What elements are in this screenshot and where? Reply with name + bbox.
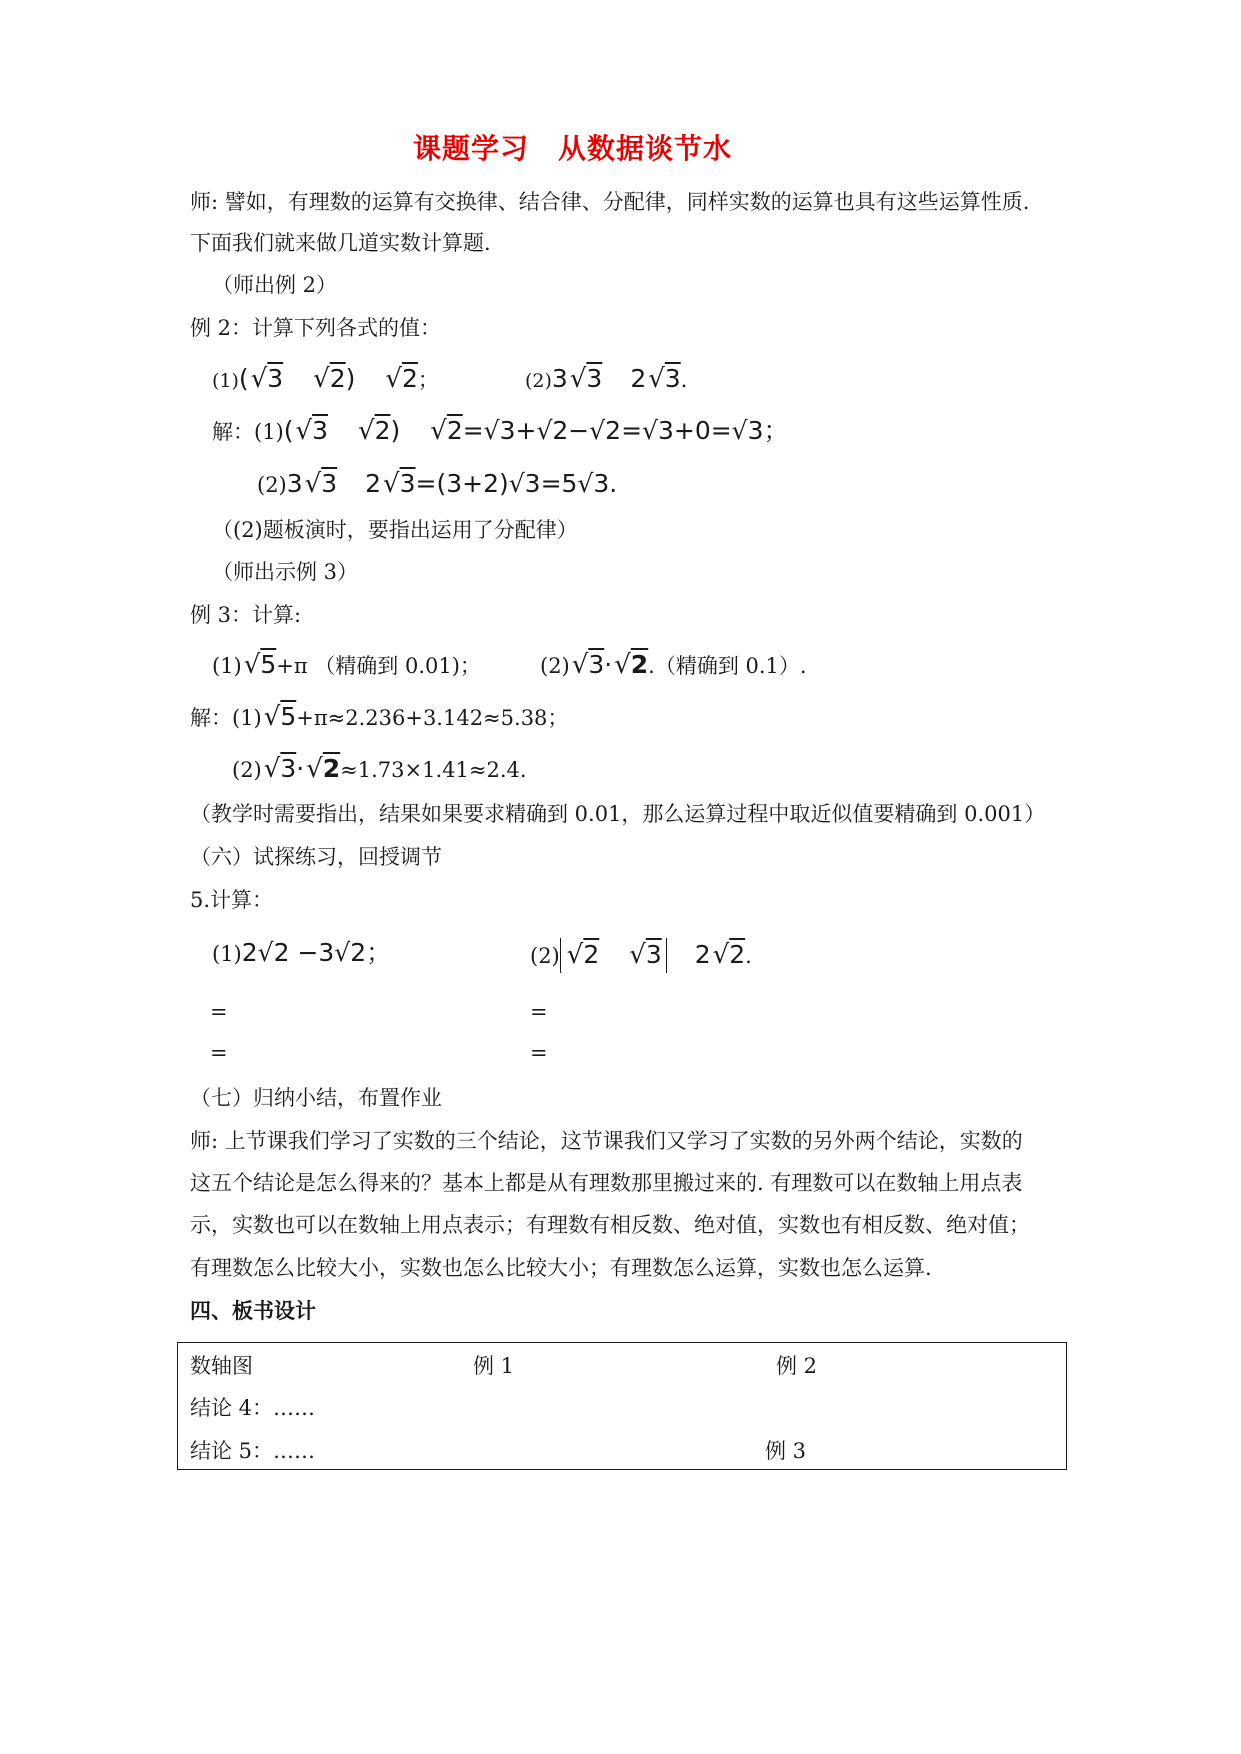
example-2-solution-1: 解：(1)(√3 √2) √2=√3+√2−√2=√3+0=√3； <box>212 416 789 446</box>
page-title: 课题学习 从数据谈节水 <box>412 132 732 165</box>
summary-paragraph-4: 有理数怎么比较大小，实数也怎么比较大小；有理数怎么运算，实数也怎么运算. <box>190 1256 932 1280</box>
solution-2-result: =(3+2)√3=5√3. <box>415 469 618 498</box>
question-2-text: .（精确到 0.1）. <box>648 654 807 678</box>
example-3-heading: 例 3：计算: <box>190 603 302 627</box>
answer-blank-1b: = <box>210 1041 228 1065</box>
solution-2-text: ≈1.73×1.41≈2.4. <box>340 758 527 782</box>
example-3-note: （师出示例 3） <box>212 560 359 584</box>
example-2-solution-2: (2)3√3 2√3=(3+2)√3=5√3. <box>257 469 618 499</box>
solution-label: 解：(1) <box>212 420 284 444</box>
summary-heading: （七）归纳小结，布置作业 <box>190 1086 442 1110</box>
summary-paragraph-1: 师: 上节课我们学习了实数的三个结论，这节课我们又学习了实数的另外两个结论，实数的 <box>190 1129 1023 1153</box>
board-cell-conclusion-4: 结论 4：…… <box>190 1396 316 1420</box>
summary-paragraph-2: 这五个结论是怎么得来的？基本上都是从有理数那里搬过来的. 有理数可以在数轴上用点表 <box>190 1171 1023 1195</box>
board-cell-example-1: 例 1 <box>473 1354 515 1378</box>
solution-1-result: =√3+√2−√2=√3+0=√3； <box>462 416 789 445</box>
intro-paragraph-1: 师: 譬如，有理数的运算有交换律、结合律、分配律，同样实数的运算也具有这些运算性质. <box>190 190 1030 214</box>
solution-1-text: +π≈2.236+3.142≈5.38； <box>296 706 569 730</box>
answer-blank-1a: = <box>210 1000 228 1024</box>
question-label: (2) <box>530 944 560 968</box>
question-1-text: +π （精确到 0.01)； <box>276 654 481 678</box>
question-1-text: 2√2 −3√2； <box>241 938 392 967</box>
example-2-question-2: (2)3√3 2√3. <box>525 364 688 394</box>
example-2-note: （师出例 2） <box>212 273 338 297</box>
practice-heading: （六）试探练习，回授调节 <box>190 845 442 869</box>
board-heading: 四、板书设计 <box>190 1298 316 1323</box>
question-label: (2) <box>540 654 570 678</box>
solution-label: 解：(1) <box>190 706 262 730</box>
solution-label: (2) <box>257 473 287 497</box>
answer-blank-2a: = <box>530 1000 548 1024</box>
practice-question-2: (2) √2 √3 2√2. <box>530 938 752 973</box>
board-cell-number-line: 数轴图 <box>190 1354 253 1378</box>
summary-paragraph-3: 示，实数也可以在数轴上用点表示；有理数有相反数、绝对值，实数也有相反数、绝对值； <box>190 1213 1030 1237</box>
intro-paragraph-2: 下面我们就来做几道实数计算题. <box>190 231 491 255</box>
practice-question-1 <box>212 938 391 969</box>
question-label: (2) <box>525 370 552 392</box>
example-3-question-2: (2)√3·√2.（精确到 0.1）. <box>540 650 807 680</box>
example-2-remark: （(2)题板演时，要指出运用了分配律） <box>212 518 578 542</box>
practice-question-heading: 5.计算： <box>190 888 274 912</box>
example-3-solution-2: (2)√3·√2≈1.73×1.41≈2.4. <box>232 754 527 784</box>
solution-label: (2) <box>232 758 262 782</box>
question-label: (1) <box>212 942 242 966</box>
example-3-question-1: (1)√5+π （精确到 0.01)； <box>212 650 481 680</box>
example-2-question-1: (1)(√3 √2) √2； <box>212 364 439 394</box>
answer-blank-2b: = <box>530 1041 548 1065</box>
question-label: (1) <box>212 654 242 678</box>
board-cell-example-3: 例 3 <box>765 1439 807 1463</box>
board-design-box <box>177 1342 1067 1470</box>
example-3-remark: （教学时需要指出，结果如果要求精确到 0.01，那么运算过程中取近似值要精确到 0.001） <box>190 802 1046 826</box>
question-label: (1) <box>212 370 239 392</box>
example-3-solution-1: 解：(1)√5+π≈2.236+3.142≈5.38； <box>190 702 569 732</box>
board-cell-conclusion-5: 结论 5：…… <box>190 1439 316 1463</box>
board-cell-example-2: 例 2 <box>776 1354 818 1378</box>
example-2-heading: 例 2：计算下列各式的值： <box>190 316 442 340</box>
